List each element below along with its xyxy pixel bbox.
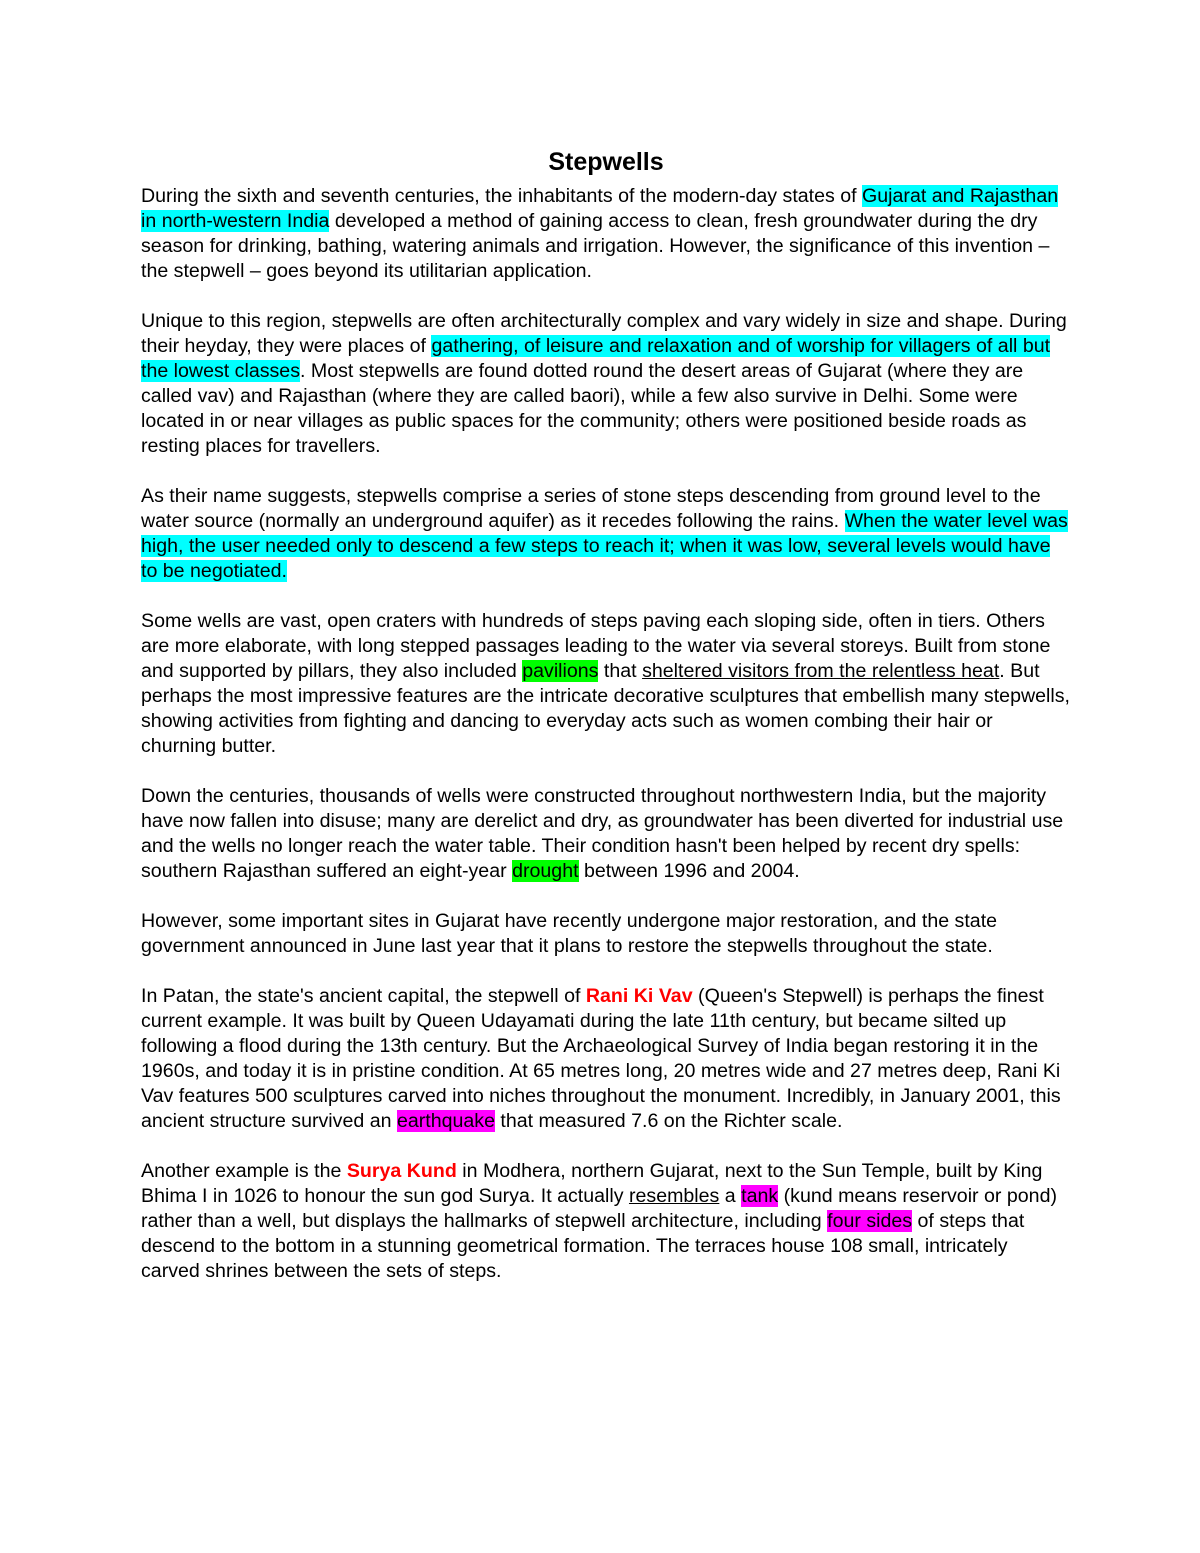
paragraph-8-underline-1: resembles (628, 1185, 720, 1207)
paragraph-4-text-3: . But perhaps the most impressive features are the intricate decorative sculptures that embellish many stepwells, showing activities from fighting and dancing to everyday acts such as women combing their hair or churning butter. (141, 660, 1070, 757)
paragraph-1-text-1: During the sixth and seventh centuries, the inhabitants of the modern-day states of (141, 185, 863, 207)
paragraph-8-text-2: in Modhera, northern Gujarat, next to the Sun Temple, built by King Bhima I in 1026 to honour the sun god Surya. It actually (141, 1160, 1043, 1207)
document-title: Stepwells (548, 148, 664, 176)
paragraph-2-highlight-1: gathering, of leisure and relaxation and of worship for villagers of all but the lowest classes (141, 335, 1051, 382)
paragraph-8-highlight-2: four sides (827, 1210, 913, 1232)
paragraph-8-text-5: of steps that descend to the bottom in a stunning geometrical formation. The terraces house 108 small, intricately carved shrines between the sets of steps. (141, 1210, 1025, 1282)
paragraph-3-highlight-1: When the water level was high, the user needed only to descend a few steps to reach it; when it was low, several levels would have to be negotiated. (141, 510, 1068, 582)
paragraph-8-text-1: Another example is the (141, 1160, 347, 1182)
paragraph-7-highlight-1: earthquake (396, 1110, 495, 1132)
paragraph-5-text-1: Down the centuries, thousands of wells were constructed throughout northwestern India, but the majority have now fallen into disuse; many are derelict and dry, as groundwater has been diverted for industrial use and the wells no longer reach the water table. Their condition hasn't been helped by recent dry spells: southern Rajasthan suffered an eight-year (141, 785, 1064, 882)
paragraph-4-underline-1: sheltered visitors from the relentless heat (642, 660, 1000, 682)
paragraph-8-text-4: (kund means reservoir or pond) rather than a well, but displays the hallmarks of stepwell architecture, including (141, 1185, 1057, 1232)
paragraph-2-text-1: Unique to this region, stepwells are often architecturally complex and vary widely in size and shape. During their heyday, they were places of (141, 310, 1067, 357)
paragraph-5-text-2: between 1996 and 2004. (578, 860, 800, 882)
paragraph-4 (141, 609, 1071, 759)
paragraph-6-text-1: However, some important sites in Gujarat have recently undergone major restoration, and the state government announced in June last year that it plans to restore the stepwells throughout the state. (141, 910, 998, 957)
paragraph-5 (141, 784, 1071, 884)
paragraph-4-text-2: that (598, 660, 643, 682)
paragraph-7-text-1: In Patan, the state's ancient capital, the stepwell of (141, 985, 586, 1007)
paragraph-4-text-1: Some wells are vast, open craters with hundreds of steps paving each sloping side, often in tiers. Others are more elaborate, with long stepped passages leading to the water via several storeys. Built from stone and supported by pillars, they also included (141, 610, 1051, 682)
paragraph-3 (141, 484, 1071, 584)
paragraph-6 (141, 909, 1071, 959)
paragraph-2-text-2: . Most stepwells are found dotted round the desert areas of Gujarat (where they are called vav) and Rajasthan (where they are called baori), while a few also survive in Delhi. Some were located in or near villages as public spaces for the community; others were positioned beside roads as resting places for travellers. (141, 360, 1027, 457)
paragraph-4-highlight-1: pavilions (522, 660, 599, 682)
paragraph-8-highlight-1: tank (741, 1185, 779, 1207)
paragraph-1-highlight-1: Gujarat and Rajasthan in north-western India (141, 185, 1059, 232)
paragraph-8 (141, 1159, 1071, 1284)
document-page (141, 140, 1071, 1309)
paragraph-7-text-2: (Queen's Stepwell) is perhaps the finest current example. It was built by Queen Udayamati during the late 11th century, but became silted up following a flood during the 13th century. But the Archaeological Survey of India began restoring it in the 1960s, and today it is in pristine condition. At 65 metres long, 20 metres wide and 27 metres deep, Rani Ki Vav features 500 sculptures carved into niches throughout the monument. Incredibly, in January 2001, this ancient structure survived an (141, 985, 1061, 1132)
paragraph-7 (141, 984, 1071, 1134)
paragraph-5-highlight-1: drought (512, 860, 579, 882)
paragraph-8-text-3: a (719, 1185, 742, 1207)
paragraph-8-red-term: Surya Kund (346, 1160, 457, 1182)
paragraph-1-text-2: developed a method of gaining access to clean, fresh groundwater during the dry season for drinking, bathing, watering animals and irrigation. However, the significance of this invention – the stepwell – goes beyond its utilitarian application. (141, 210, 1050, 282)
paragraph-7-text-3: that measured 7.6 on the Richter scale. (494, 1110, 843, 1132)
paragraph-3-text-1: As their name suggests, stepwells comprise a series of stone steps descending from ground level to the water source (normally an underground aquifer) as it recedes following the rains. (141, 485, 1041, 532)
paragraph-1 (141, 184, 1071, 284)
paragraph-2 (141, 309, 1071, 459)
paragraph-7-red-term: Rani Ki Vav (585, 985, 693, 1007)
